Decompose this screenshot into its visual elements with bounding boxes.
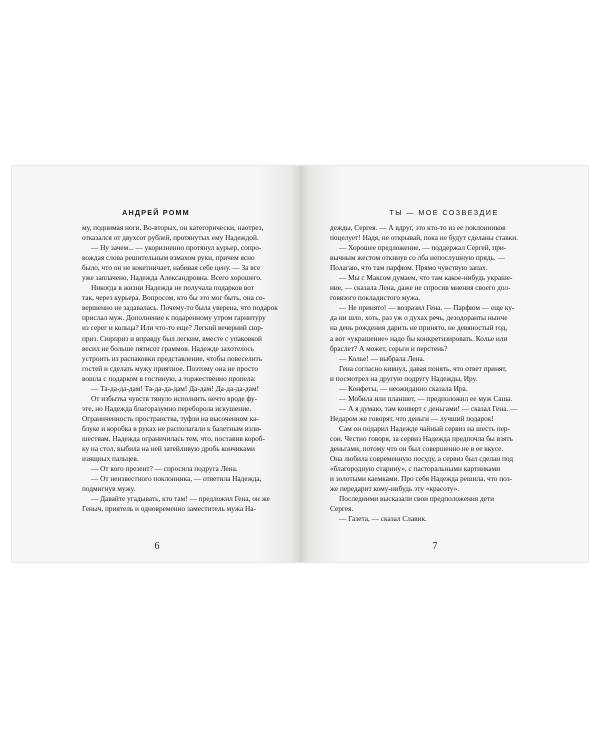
text-line: изящных пальцев. <box>82 454 139 464</box>
text-line: — Хорошее предложение, — поддержал Сергей, при- <box>339 243 507 253</box>
text-line: му, поднимая ноги. Во-вторых, он категорически, наотрез, <box>82 223 264 232</box>
text-line: — От неизвестного поклонника, — ответила Надежда, <box>91 474 262 484</box>
text-line: подмигнув мужу. <box>82 484 136 494</box>
text-line: уже заплачено, Надежда Александровна. Всего хорошего. <box>82 273 262 283</box>
text-line: — Та-да-да-дам! Та-да-да-дам! Да-дам! Да-да-да-дам! <box>91 383 260 393</box>
text-line: и посмотрел на другую подругу Надежды, Иру. <box>330 373 478 383</box>
text-line: Никогда в жизни Надежда не получала подарков вот <box>91 283 254 293</box>
text-line: говязого покладистого мужа. <box>330 293 421 303</box>
left-page <box>12 166 300 562</box>
text-line: поцелует! Надя, не открывай, пока не будут сделаны ставки. <box>330 233 518 243</box>
text-line: приз. Сюрприз и вправду был легким, вместе с упаковкой <box>82 333 262 343</box>
text-line: ку на стол, выбила на ней затейливую дробь кончиками <box>82 444 255 454</box>
book-spread <box>12 166 588 562</box>
text-line: шествам. Надежда ограничилась тем, что, поставив короб- <box>82 433 265 443</box>
text-line: — Давайте угадывать, кто там! — предложил Гена, он же <box>91 494 270 504</box>
text-line: вычным жестом откинув со лба непослушную прядь. — <box>330 253 505 263</box>
text-line: браслет? А может, серьги и перстень? <box>330 343 448 353</box>
page-number-left: 6 <box>154 541 160 552</box>
text-line: Геныч, приятель и одновременно заместитель мужа На- <box>82 504 256 514</box>
text-line: из серег и кольца? Или что-то еще? Легкий вечерний сюр- <box>82 323 264 333</box>
text-line: От избытка чувств тянуло исполнить нечто вроде фу- <box>91 393 258 403</box>
text-line: сон. Честно говоря, за сервиз Надежда предпочла бы взять <box>330 433 513 443</box>
right-page <box>300 166 588 562</box>
text-line: — Газета, — сказал Славик. <box>339 514 427 524</box>
text-line: на день рождения дарить не принято, не девяностый год, <box>330 323 508 333</box>
text-line: «благородную старину», с пасторальными картинками <box>330 464 501 474</box>
running-head-left: АНДРЕЙ РОММ <box>122 208 190 217</box>
text-line: прислал муж. Дополнение к подаренному утром гарнитуру <box>82 313 266 323</box>
text-line: было, что он не кокетничает, набивая себе цену. — За все <box>82 263 261 273</box>
text-line: Полагаю, что там парфюм. Прямо чувствую запах. <box>330 263 488 273</box>
text-line: а вот «украшение» надо бы конкретизировать. Колье или <box>330 333 508 343</box>
left-page-text <box>82 223 285 514</box>
text-line: эте, но Надежда благоразумно переборола искушение. <box>82 403 252 413</box>
text-line: весил не больше пятисот граммов. Надежде захотелось <box>82 343 255 353</box>
running-head-right: ТЫ — МОЕ СОЗВЕЗДИЕ <box>389 208 499 217</box>
text-line: да ни шло, хоть, раз уж о духах речь, дезодоранты нынче <box>330 313 508 323</box>
text-line: и золотыми каемками. Про себя Надежда решила, что поз- <box>330 474 513 484</box>
text-line: — Мы с Максом думаем, что там какое-нибудь украше- <box>339 273 513 283</box>
text-line: деньгами, потому что он был совершенно не в ее вкусе. <box>330 444 504 454</box>
text-line: Последними высказали свои предположения дети <box>339 494 495 504</box>
text-line: Она любила современную посуду, а сервиз был сделан под <box>330 454 514 464</box>
text-line: ние, — сказала Лена, даже не спросив мнения своего дол- <box>330 283 511 293</box>
text-line: гостей и сделать мужу приятное. Поэтому она не просто <box>82 363 258 373</box>
right-page-text <box>330 223 540 524</box>
text-line: так, через курьера. Вопросом, кто бы это мог быть, она со- <box>82 293 266 303</box>
text-line: Сергея. <box>330 504 354 514</box>
text-line: вершенно не задавалась. Почему-то была уверена, что подарок <box>82 303 278 313</box>
text-line: — Конфеты, — неожиданно сказала Ира. <box>339 383 468 393</box>
text-line: вошла с подарком в гостиную, а торжественно пропела: <box>82 373 256 383</box>
text-line: — От кого презент? — спросила подруга Лена. <box>91 464 238 474</box>
text-line: дежды, Сергея. — А вдруг, это кто-то из ее поклонников <box>330 223 506 232</box>
page-number-right: 7 <box>432 541 438 552</box>
text-line: Ограниченность пространства, туфли на высоченном ка- <box>82 413 259 423</box>
text-line: Сам он подарил Надежде чайный сервиз на шесть пер- <box>339 423 510 433</box>
text-line: — Не принято! — возразил Гена. — Парфюм — еще ку- <box>339 303 515 313</box>
text-line: — Колье! — выбрала Лена. <box>339 353 425 363</box>
text-line: блуке и коробка в руках не располагали к балетным изли- <box>82 423 262 433</box>
text-line: — А я думаю, там конверт с деньгами! — сказал Гена. — <box>339 403 518 413</box>
text-line: Недаром же говорят, что деньги — лучший подарок! <box>330 413 494 423</box>
text-line: Гена согласно кивнул, давая понять, что ответ принят, <box>339 363 507 373</box>
text-line: же передарит кому-нибудь эту «красоту». <box>330 484 460 494</box>
text-line: — Ну зачем... — укоризненно протянул курьер, сопро- <box>91 243 262 253</box>
text-line: вождая слова решительным взмахом руки, причем ясно <box>82 253 255 263</box>
text-line: отказался от двухсот рублей, протянутых ему Надеждой. <box>82 233 259 243</box>
text-line: устроить из распаковки представление, чтобы повеселить <box>82 353 263 363</box>
text-line: — Мобила или планшет, — предположил ее муж Саша. <box>339 393 513 403</box>
